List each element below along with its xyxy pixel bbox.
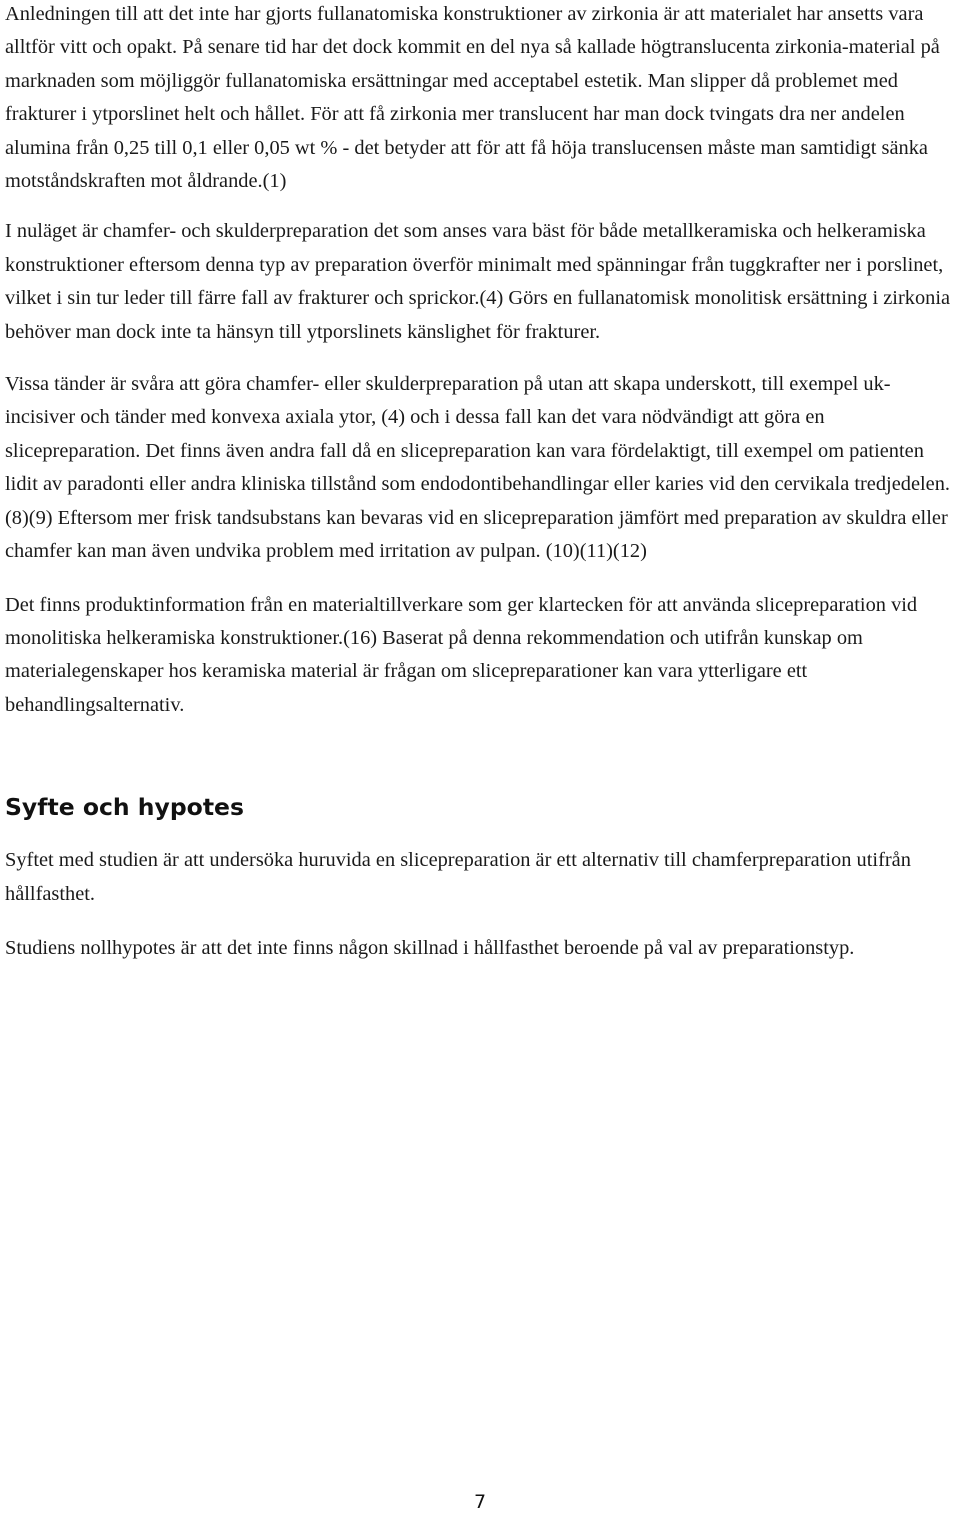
section-heading: Syfte och hypotes bbox=[5, 793, 244, 822]
paragraph-zirconia-translucency: Anledningen till att det inte har gjorts fullanatomiska konstruktioner av zirkonia är att materialet har ansetts vara alltför vitt och opakt. På senare tid har det dock kommit en del nya så kallade högtranslucenta zirkonia-material på marknaden som möjliggör fullanatomiska ersättningar med acceptabel estetik. Man slipper då problemet med frakturer i ytporslinet helt och hållet. För att få zirkonia mer translucent har man dock tvingats dra ner andelen alumina från 0,25 till 0,1 eller 0,05 wt % - det betyder att för att få höja translucensen måste man samtidigt sänka motståndskraften mot åldrande.(1) bbox=[5, 3, 940, 193]
paragraph-slice-preparation: Vissa tänder är svåra att göra chamfer- eller skulderpreparation på utan att skapa underskott, till exempel uk-incisiver och tänder med konvexa axiala ytor, (4) och i dessa fall kan det vara nödvändigt att göra en slicepreparation. Det finns även andra fall då en slicepreparation kan vara fördelaktigt, till exempel om patienten lidit av paradonti eller andra kliniska tillstånd som endodontibehandlingar eller karies vid den cervikala tredjedelen.(8)(9) Eftersom mer frisk tandsubstans kan bevaras vid en slicepreparation jämfört med preparation av skuldra eller chamfer kan man även undvika problem med irritation av pulpan. (10)(11)(12) bbox=[5, 373, 951, 563]
paragraph-chamfer-shoulder: I nuläget är chamfer- och skulderpreparation det som anses vara bäst för både metallkeramiska och helkeramiska konstruktioner eftersom denna typ av preparation överför minimalt med spänningar från tuggkrafter ner i porslinet, vilket i sin tur leder till färre fall av frakturer och sprickor.(4) Görs en fullanatomisk monolitisk ersättning i zirkonia behöver man dock inte ta hänsyn till ytporslinets känslighet för frakturer. bbox=[5, 220, 951, 343]
paragraph-product-information: Det finns produktinformation från en materialtillverkare som ger klartecken för att använda slicepreparation vid monolitiska helkeramiska konstruktioner.(16) Baserat på denna rekommendation och utifrån kunskap om materialegenskaper hos keramiska material är frågan om slicepreparationer kan vara ytterligare ett behandlingsalternativ. bbox=[5, 593, 918, 716]
paragraph-hypothesis: Studiens nollhypotes är att det inte finns någon skillnad i hållfasthet beroende på val av preparationstyp. bbox=[5, 936, 855, 959]
document-page bbox=[5, 0, 955, 965]
paragraph-purpose: Syftet med studien är att undersöka huruvida en slicepreparation är ett alternativ till chamferpreparation utifrån hållfasthet. bbox=[5, 849, 911, 905]
page-number: 7 bbox=[473, 1491, 487, 1513]
